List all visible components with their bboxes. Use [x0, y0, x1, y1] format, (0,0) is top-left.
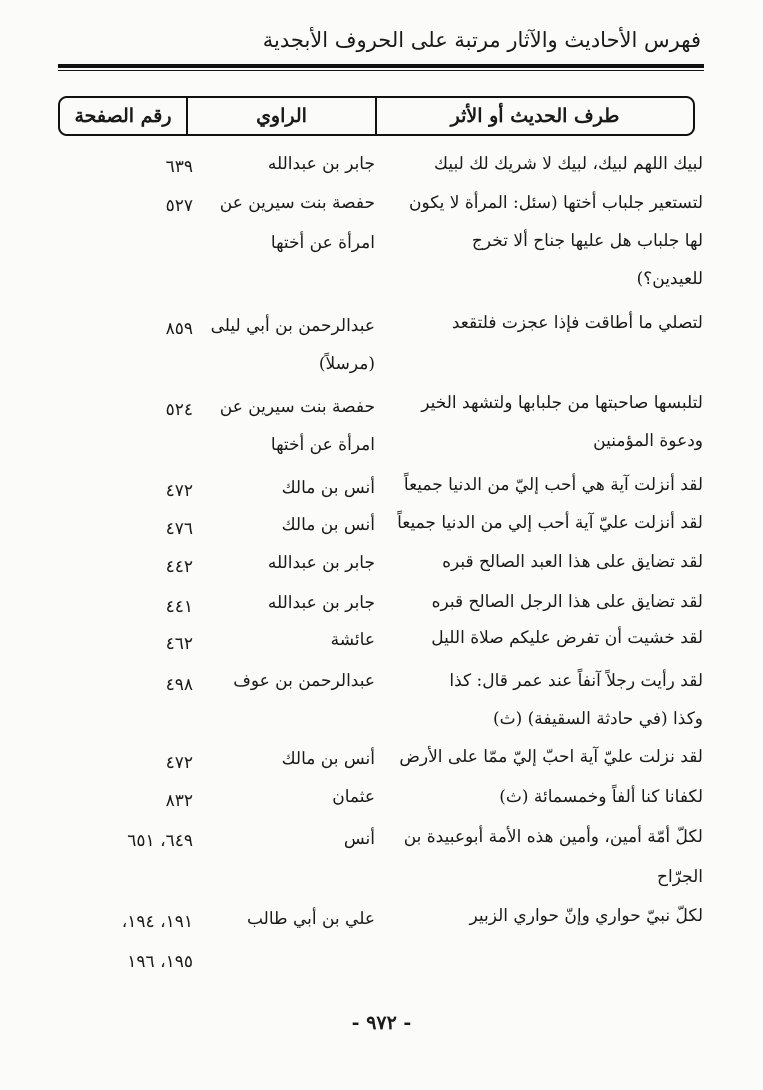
- page-ref: ١٩٥، ١٩٦: [127, 952, 193, 972]
- page-ref: ١٩١، ١٩٤،: [121, 912, 193, 932]
- narrator: جابر بن عبدالله: [267, 553, 375, 573]
- column-header-narrator: الراوي: [186, 98, 375, 134]
- hadith-text: لبيك اللهم لبيك، لبيك لا شريك لك لبيك: [434, 154, 703, 174]
- page-ref: ٦٣٩: [165, 157, 193, 177]
- narrator: عبدالرحمن بن عوف: [233, 671, 375, 691]
- narrator: علي بن أبي طالب: [246, 909, 375, 929]
- narrator: عبدالرحمن بن أبي ليلى: [210, 316, 375, 336]
- hadith-text: ودعوة المؤمنين: [593, 431, 703, 451]
- narrator: حفصة بنت سيرين عن: [219, 397, 375, 417]
- hadith-text: لقد نزلت عليّ آية احبّ إليّ ممّا على الأرض: [399, 747, 703, 767]
- header-divider: [58, 64, 704, 71]
- page-ref: ٥٢٧: [165, 196, 193, 216]
- hadith-text: لكلّ نبيّ حواري وإنّ حواري الزبير: [469, 906, 703, 926]
- narrator: حفصة بنت سيرين عن: [219, 193, 375, 213]
- page-ref: ٤٧٢: [165, 753, 193, 773]
- hadith-text: وكذا (في حادثة السقيفة) (ث): [492, 709, 703, 729]
- hadith-text: لقد أنزلت عليّ آية أحب إلي من الدنيا جميعاً: [397, 513, 703, 533]
- narrator: أنس بن مالك: [281, 749, 375, 769]
- hadith-text: لكفانا كنا ألفاً وخمسمائة (ث): [499, 787, 703, 807]
- narrator: أنس: [343, 829, 375, 849]
- narrator: عائشة: [330, 630, 375, 650]
- hadith-text: الجرّاح: [657, 867, 703, 887]
- narrator: عثمان: [332, 787, 375, 807]
- hadith-text: لقد أنزلت آية هي أحب إليّ من الدنيا جميعاً: [403, 475, 703, 495]
- page-header-title: فهرس الأحاديث والآثار مرتبة على الحروف الأبجدية: [262, 28, 701, 52]
- column-header: [58, 96, 695, 136]
- page-ref: ٤٦٢: [165, 634, 193, 654]
- narrator: امرأة عن أختها: [270, 233, 375, 253]
- narrator: جابر بن عبدالله: [267, 154, 375, 174]
- narrator: امرأة عن أختها: [270, 435, 375, 455]
- narrator: جابر بن عبدالله: [267, 593, 375, 613]
- page-ref: ٤٩٨: [165, 675, 193, 695]
- page-ref: ٤٧٢: [165, 481, 193, 501]
- hadith-text: لتستعير جلباب أختها (سئل: المرأة لا يكون: [409, 193, 703, 213]
- hadith-text: لتلبسها صاحبتها من جلبابها ولتشهد الخير: [421, 393, 703, 413]
- hadith-text: للعيدين؟): [636, 269, 703, 289]
- page-ref: ٦٤٩، ٦٥١: [127, 831, 193, 851]
- column-header-page: رقم الصفحة: [74, 105, 172, 127]
- hadith-text: لقد رأيت رجلاً آنفاً عند عمر قال: كذا: [449, 671, 703, 691]
- hadith-text: لتصلي ما أطاقت فإذا عجزت فلتقعد: [451, 313, 703, 333]
- hadith-text: لقد تضايق على هذا العبد الصالح قبره: [442, 552, 703, 572]
- narrator: (مرسلاً): [318, 354, 375, 374]
- narrator: أنس بن مالك: [281, 515, 375, 535]
- hadith-text: لها جلباب هل عليها جناح ألا تخرج: [471, 231, 703, 251]
- hadith-text: لقد تضايق على هذا الرجل الصالح قبره: [431, 592, 703, 612]
- column-header-text: طرف الحديث أو الأثر: [375, 98, 693, 134]
- page-ref: ٨٣٢: [165, 791, 193, 811]
- page-ref: ٨٥٩: [165, 319, 193, 339]
- page-ref: ٥٢٤: [165, 400, 193, 420]
- narrator: أنس بن مالك: [281, 478, 375, 498]
- page-number: - ٩٧٢ -: [351, 1012, 412, 1034]
- page-ref: ٤٤١: [165, 597, 193, 617]
- page-ref: ٤٤٢: [165, 557, 193, 577]
- page-ref: ٤٧٦: [165, 519, 193, 539]
- hadith-text: لقد خشيت أن تفرض عليكم صلاة الليل: [431, 628, 703, 648]
- hadith-text: لكلّ أمّة أمين، وأمين هذه الأمة أبوعبيدة بن: [403, 827, 703, 847]
